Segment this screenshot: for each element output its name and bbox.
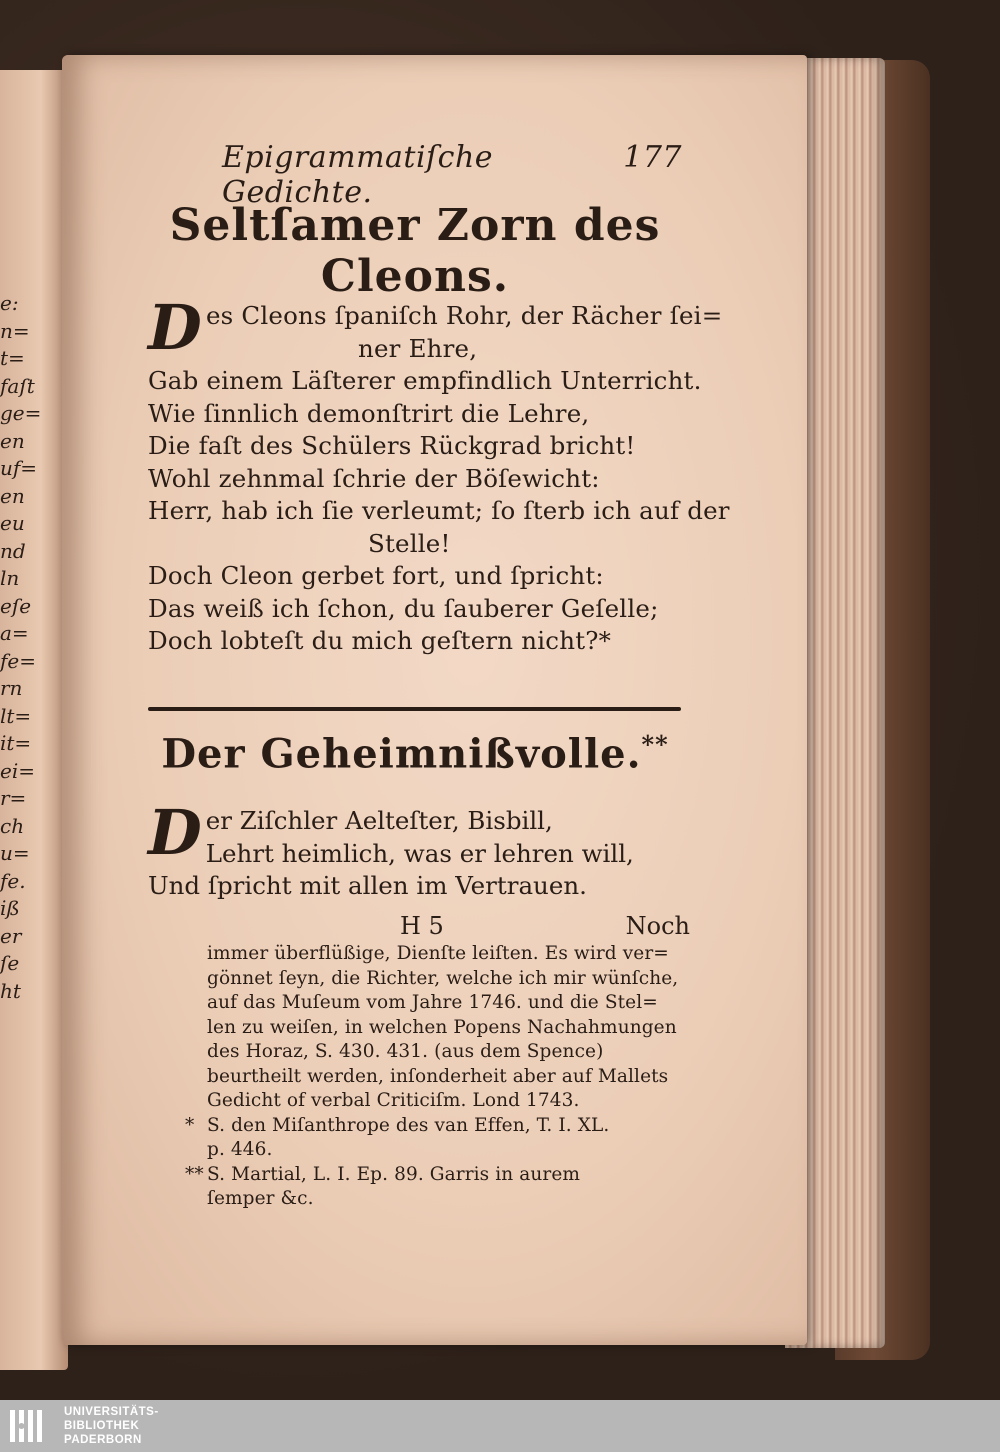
left-page-fragment: nd xyxy=(0,538,26,563)
poem1-line: Stelle! xyxy=(368,528,451,558)
catchword: Noch xyxy=(625,912,690,940)
left-page-fragment: e: xyxy=(0,291,19,315)
footnotes xyxy=(185,942,685,1212)
library-logo-icon xyxy=(8,1406,48,1446)
poem1-line: Wie ſinnlich demonſtrirt die Lehre, xyxy=(148,398,590,428)
poem1-line: Doch lobteſt du mich geſtern nicht?* xyxy=(148,626,612,655)
left-page-fragment: n= xyxy=(0,318,30,343)
footnote-1-line: S. den Miſanthrope des van Effen, T. I. XL. xyxy=(207,1114,610,1136)
footnote-continued-line: Gedicht of verbal Criticiſm. Lond 1743. xyxy=(207,1090,580,1111)
library-name-line: UNIVERSITÄTS- xyxy=(64,1406,159,1418)
left-page-fragment: uf= xyxy=(0,456,38,480)
footnote-continued-line: immer überflüßige, Dienſte leiſten. Es wird ver= xyxy=(207,943,669,964)
left-page-fragment: ge= xyxy=(0,401,42,425)
library-name xyxy=(64,1405,159,1447)
footnote-continued-line: auf das Muſeum vom Jahre 1746. und die Stel= xyxy=(207,992,658,1013)
footnote-1-line: p. 446. xyxy=(207,1139,273,1160)
left-page-fragment: fe= xyxy=(0,648,36,673)
poem1-drop-cap: D xyxy=(148,291,202,364)
poem2-line: Lehrt heimlich, was er lehren will, xyxy=(205,838,634,868)
left-page-fragment: ln xyxy=(0,566,20,590)
footnote-2-mark: ** xyxy=(185,1163,204,1185)
poem1-line: Wohl zehnmal ſchrie der Böſewicht: xyxy=(148,463,600,493)
left-page-fragment: lt= xyxy=(0,703,32,728)
left-page-fragment: ht xyxy=(0,978,21,1003)
left-page-fragment: t= xyxy=(0,346,25,370)
left-page-fragment: ch xyxy=(0,813,25,838)
left-page-fragment: ſe xyxy=(0,951,20,975)
left-page-fragment: er xyxy=(0,923,22,948)
poem1-line: Die faſt des Schülers Rückgrad bricht! xyxy=(148,431,636,460)
poem2-title-text: Der Geheimnißvolle. xyxy=(161,730,642,778)
poem1-line: Herr, hab ich ſie verleumt; ſo ſterb ich auf der xyxy=(148,496,730,525)
poem2-title-mark: ** xyxy=(641,730,669,759)
left-page-fragment: iß xyxy=(0,896,20,920)
poem2-title xyxy=(150,730,680,777)
footnote-2-line: ſemper &c. xyxy=(207,1188,314,1209)
library-name-line: PADERBORN xyxy=(64,1434,142,1446)
signature-mark: H 5 xyxy=(400,912,444,940)
footnote-continued-line: len zu weiſen, in welchen Popens Nachahmungen xyxy=(207,1016,677,1038)
poem1-line: Doch Cleon gerbet fort, und ſpricht: xyxy=(148,561,604,590)
running-head-title: Epigrammatiſche Gedichte. xyxy=(222,140,494,210)
left-page-fragment: ei= xyxy=(0,758,35,783)
poem2-drop-cap: D xyxy=(148,796,202,869)
footnote-2-line: S. Martial, L. I. Ep. 89. Garris in aurem xyxy=(207,1163,581,1185)
poem1-line: ner Ehre, xyxy=(358,333,478,363)
left-page-fragment: eu xyxy=(0,511,25,535)
footnote-continued-line: beurtheilt werden, inſonderheit aber auf Mallets xyxy=(207,1065,669,1087)
poem1-body xyxy=(148,291,730,658)
page-number: 177 xyxy=(623,140,682,175)
poem2-line: Und ſpricht mit allen im Vertrauen. xyxy=(148,871,587,900)
poem1-line: Gab einem Läſterer empfindlich Unterricht. xyxy=(148,366,702,395)
left-page-fragment: rn xyxy=(0,676,23,700)
left-page-fragment: it= xyxy=(0,731,32,755)
section-divider xyxy=(148,707,681,711)
left-page-fragment: a= xyxy=(0,621,29,645)
footnote-continued-line: des Horaz, S. 430. 431. (aus dem Spence) xyxy=(207,1041,604,1062)
signature-line xyxy=(400,912,690,940)
left-page-fragment: fe. xyxy=(0,868,26,893)
left-page-fragment: en xyxy=(0,483,25,508)
poem1-line: Das weiß ich ſchon, du ſauberer Geſelle; xyxy=(148,593,659,623)
poem2-body xyxy=(148,796,688,903)
footnote-continued-line: gönnet ſeyn, die Richter, welche ich mir wünſche, xyxy=(207,967,679,989)
poem1-title: Seltſamer Zorn des Cleons. xyxy=(169,200,661,302)
poem1-line: es Cleons ſpaniſch Rohr, der Rächer ſei= xyxy=(205,301,723,330)
left-page-fragment: r= xyxy=(0,786,27,810)
library-name-line: BIBLIOTHEK xyxy=(64,1420,140,1432)
left-page-fragments xyxy=(0,290,42,1005)
poem2-line: er Ziſchler Aelteſter, Bisbill, xyxy=(205,806,553,835)
left-page-fragment: faſt xyxy=(0,373,35,398)
left-page-fragment: en xyxy=(0,428,25,453)
footer-bar xyxy=(0,1400,1000,1452)
left-page-fragment: u= xyxy=(0,841,30,865)
footnote-1 xyxy=(185,1114,685,1139)
left-page-fragment: eſe xyxy=(0,593,32,618)
footnote-1-mark: * xyxy=(185,1114,195,1136)
footnote-2 xyxy=(185,1163,685,1188)
